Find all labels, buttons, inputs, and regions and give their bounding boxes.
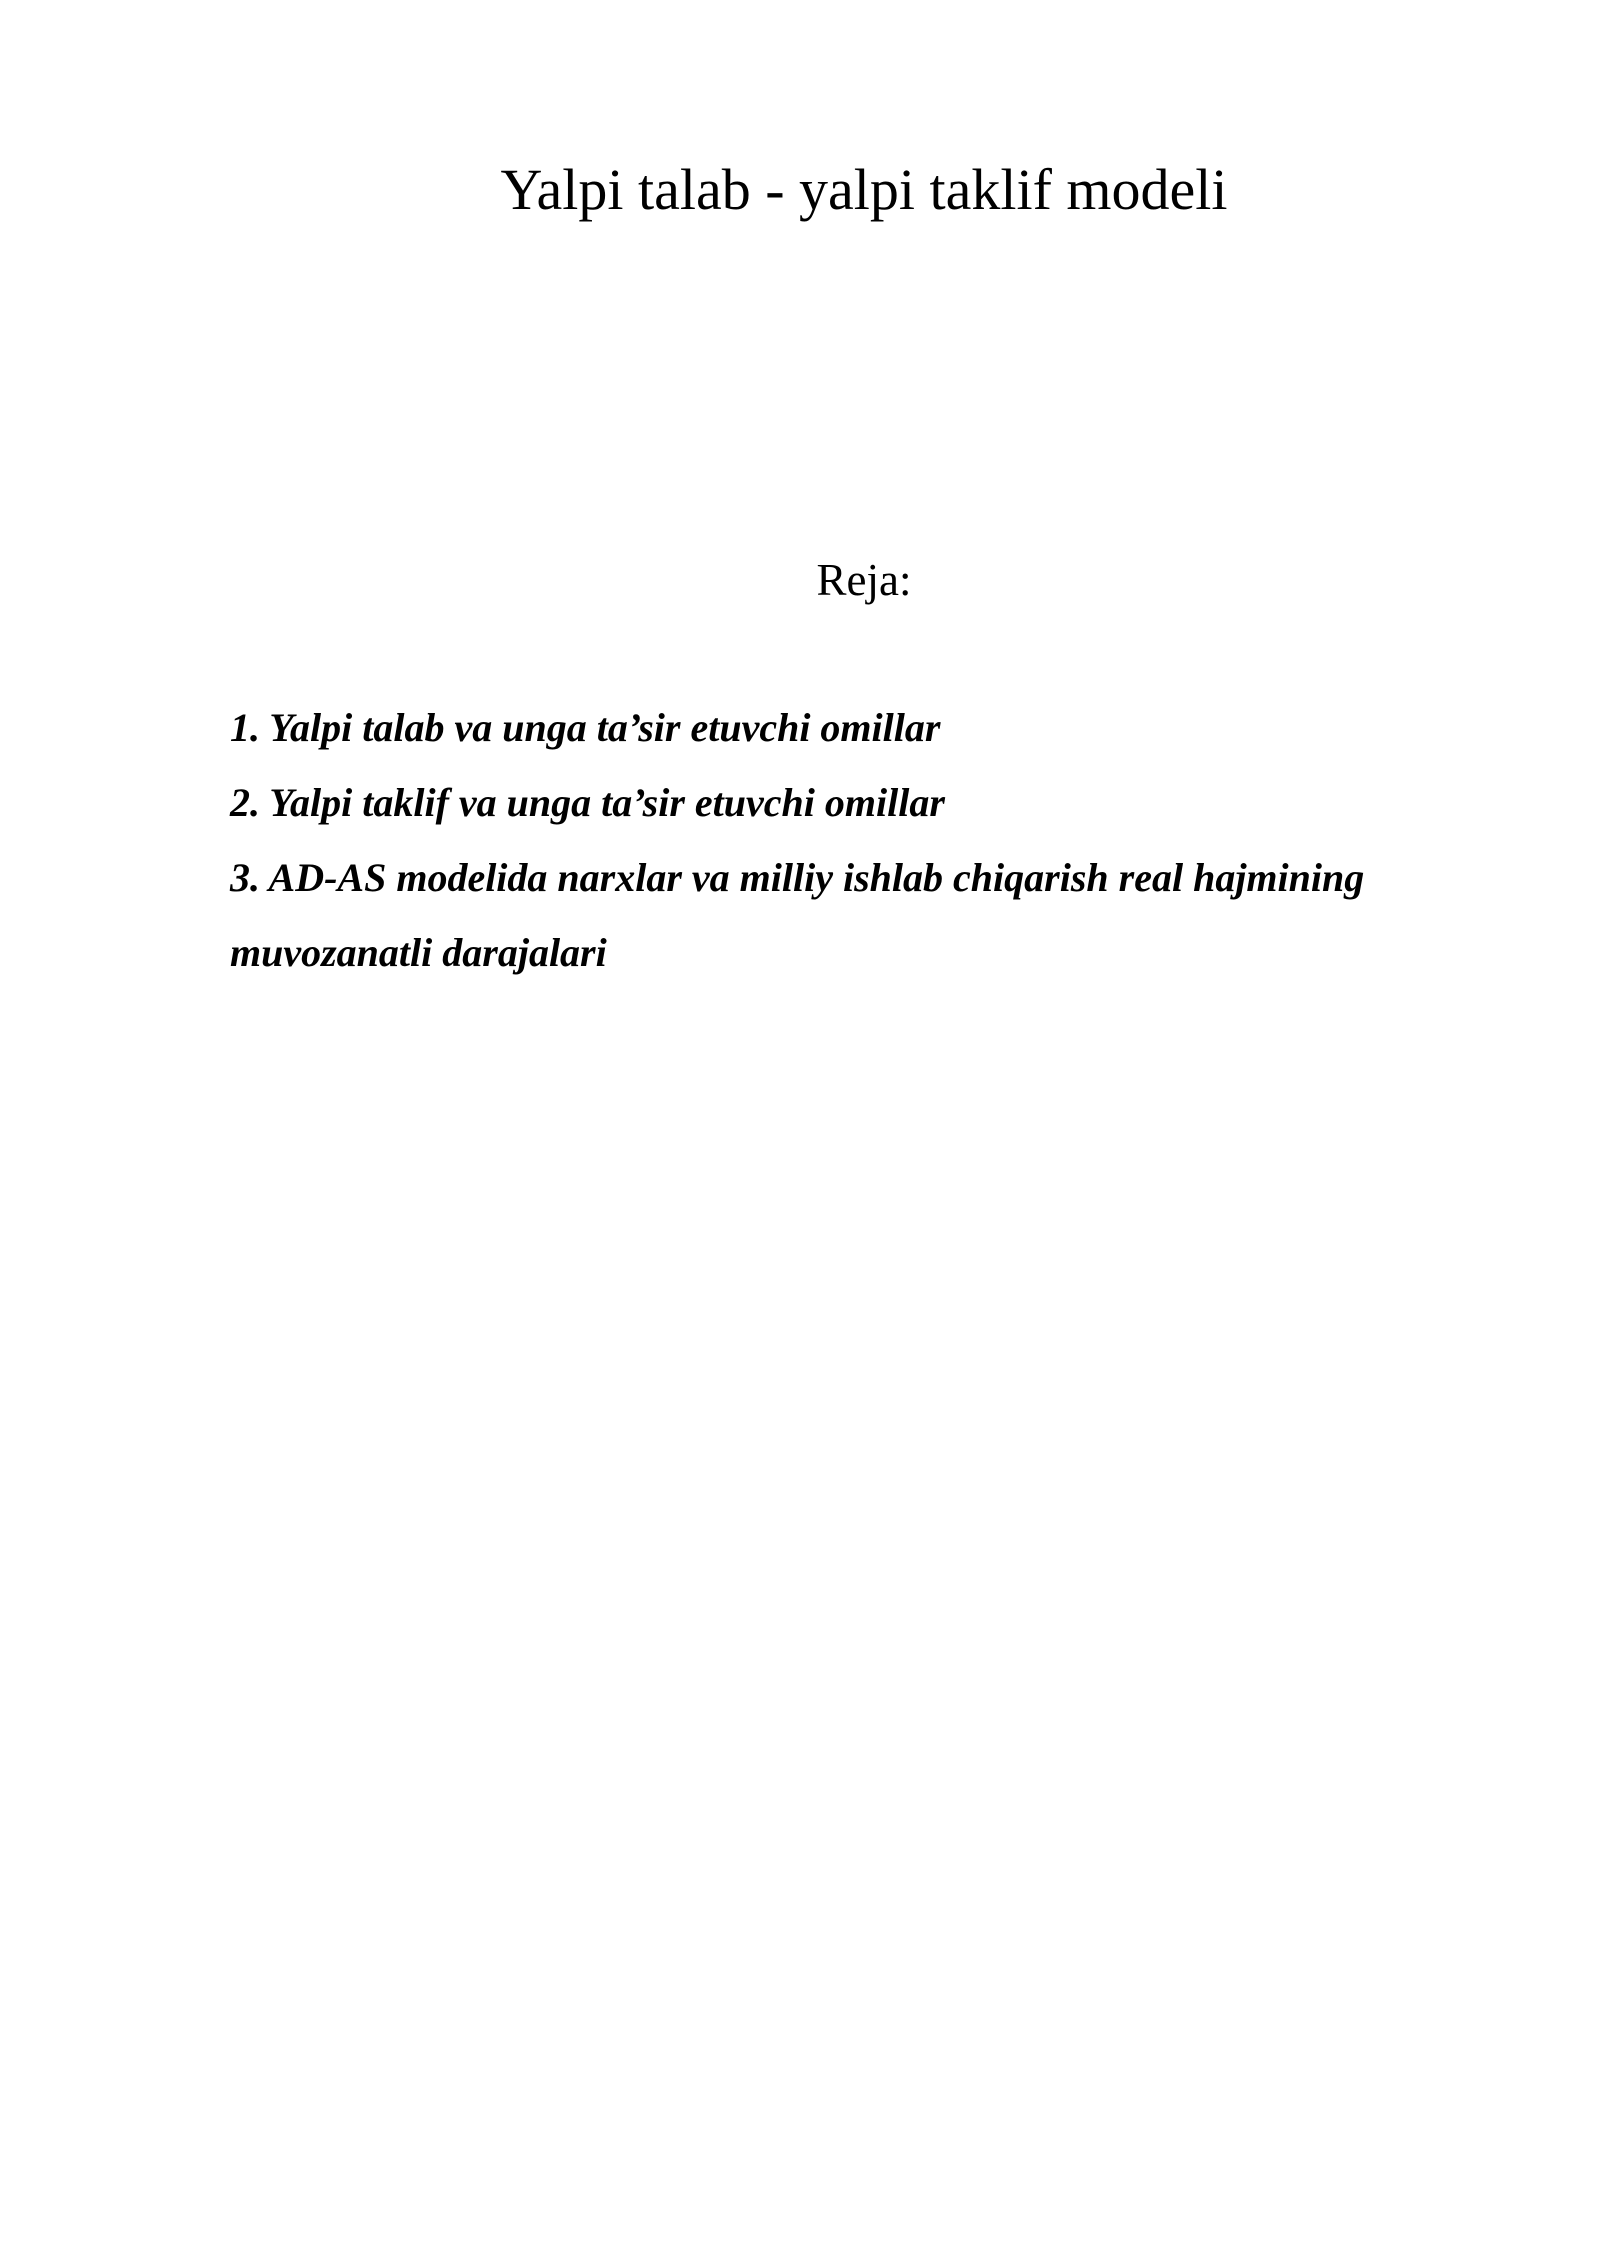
plan-list xyxy=(230,690,1380,990)
plan-item-3: 3. AD-AS modelida narxlar va milliy ishlab chiqarish real hajmining muvozanatli darajalari xyxy=(230,855,1365,975)
plan-heading: Reja: xyxy=(816,555,912,605)
plan-item-1: 1. Yalpi talab va unga ta’sir etuvchi omillar xyxy=(230,705,941,750)
plan-item-2: 2. Yalpi taklif va unga ta’sir etuvchi omillar xyxy=(230,780,945,825)
document-title: Yalpi talab - yalpi taklif modeli xyxy=(500,157,1228,222)
